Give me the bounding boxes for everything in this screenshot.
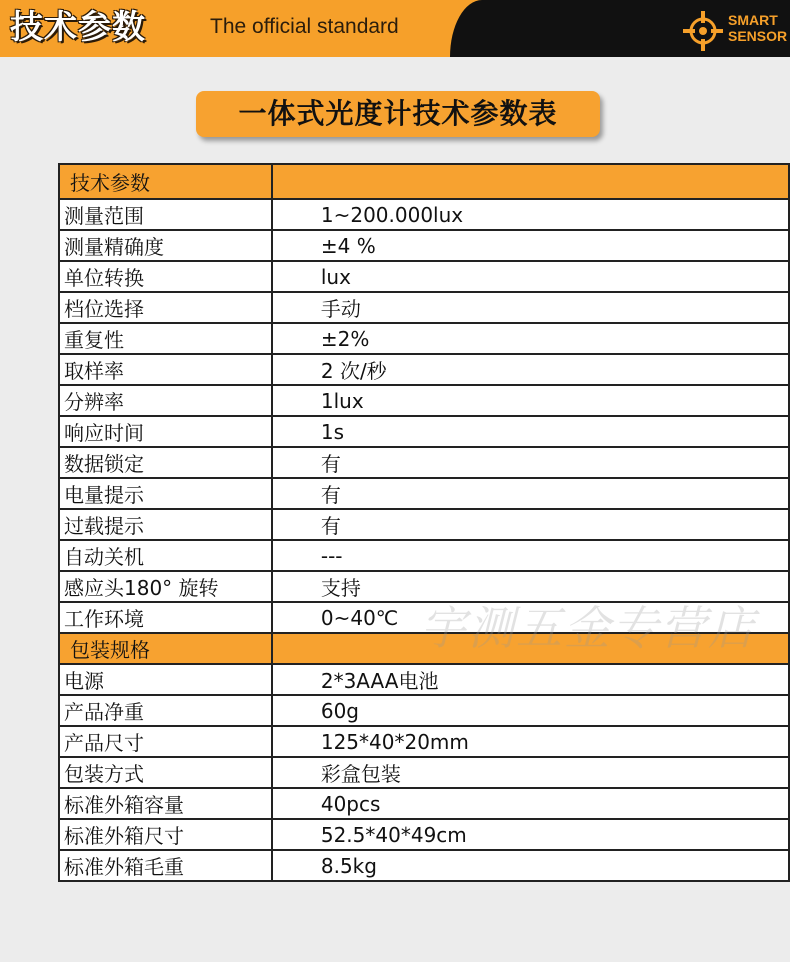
table-row bbox=[59, 478, 789, 509]
watermark: 宇测五金专营店 bbox=[420, 601, 756, 655]
spec-value: 支持 bbox=[272, 571, 789, 602]
table-row bbox=[59, 850, 789, 881]
spec-label: 测量精确度 bbox=[59, 230, 272, 261]
spec-value: ±2% bbox=[272, 323, 789, 354]
header-subtitle: The official standard bbox=[210, 15, 399, 38]
spec-label: 单位转换 bbox=[59, 261, 272, 292]
table-row bbox=[59, 695, 789, 726]
table-row bbox=[59, 509, 789, 540]
section-header-row bbox=[59, 164, 789, 199]
table-row bbox=[59, 416, 789, 447]
spec-label: 感应头180° 旋转 bbox=[59, 571, 272, 602]
spec-label: 标准外箱毛重 bbox=[59, 850, 272, 881]
spec-value: 8.5kg bbox=[272, 850, 789, 881]
header-title: 技术参数 bbox=[10, 7, 146, 46]
header-band bbox=[0, 0, 790, 57]
spec-value: 有 bbox=[272, 478, 789, 509]
spec-label: 测量范围 bbox=[59, 199, 272, 230]
section-header-row bbox=[59, 633, 789, 664]
spec-value: 125*40*20mm bbox=[272, 726, 789, 757]
spec-label: 产品尺寸 bbox=[59, 726, 272, 757]
spec-value: 彩盒包装 bbox=[272, 757, 789, 788]
spec-label: 取样率 bbox=[59, 354, 272, 385]
spec-label: 电量提示 bbox=[59, 478, 272, 509]
logo-text bbox=[728, 12, 787, 44]
spec-label: 重复性 bbox=[59, 323, 272, 354]
table-row bbox=[59, 261, 789, 292]
table-row bbox=[59, 571, 789, 602]
spec-label: 档位选择 bbox=[59, 292, 272, 323]
crosshair-logo-icon bbox=[682, 10, 724, 52]
spec-value: 1~200.000lux bbox=[272, 199, 789, 230]
spec-label: 包装方式 bbox=[59, 757, 272, 788]
table-row bbox=[59, 230, 789, 261]
section-header-label: 技术参数 bbox=[59, 164, 272, 199]
table-row bbox=[59, 292, 789, 323]
table-row bbox=[59, 664, 789, 695]
spec-label: 标准外箱尺寸 bbox=[59, 819, 272, 850]
spec-label: 产品净重 bbox=[59, 695, 272, 726]
spec-value: 1s bbox=[272, 416, 789, 447]
spec-label: 数据锁定 bbox=[59, 447, 272, 478]
spec-label: 响应时间 bbox=[59, 416, 272, 447]
section-header-blank bbox=[272, 164, 789, 199]
table-row bbox=[59, 354, 789, 385]
spec-value: --- bbox=[272, 540, 789, 571]
table-row bbox=[59, 199, 789, 230]
spec-value: ±4 % bbox=[272, 230, 789, 261]
spec-value: 2*3AAA电池 bbox=[272, 664, 789, 695]
table-row bbox=[59, 757, 789, 788]
table-row bbox=[59, 385, 789, 416]
table-title-banner bbox=[196, 91, 600, 137]
spec-table bbox=[58, 163, 790, 882]
spec-value: 有 bbox=[272, 447, 789, 478]
spec-value: 52.5*40*49cm bbox=[272, 819, 789, 850]
logo-text-line2: SENSOR bbox=[728, 28, 788, 44]
table-row bbox=[59, 726, 789, 757]
table-row bbox=[59, 788, 789, 819]
table-title: 一体式光度计技术参数表 bbox=[238, 97, 558, 130]
spec-value: 1lux bbox=[272, 385, 789, 416]
spec-label: 标准外箱容量 bbox=[59, 788, 272, 819]
spec-value: 有 bbox=[272, 509, 789, 540]
spec-label: 自动关机 bbox=[59, 540, 272, 571]
spec-value: 2 次/秒 bbox=[272, 354, 789, 385]
spec-label: 电源 bbox=[59, 664, 272, 695]
logo-text-line1: SMART bbox=[728, 12, 778, 28]
table-row bbox=[59, 447, 789, 478]
spec-value: 40pcs bbox=[272, 788, 789, 819]
table-row bbox=[59, 540, 789, 571]
section-header-blank bbox=[272, 633, 789, 664]
spec-value: 手动 bbox=[272, 292, 789, 323]
spec-label: 工作环境 bbox=[59, 602, 272, 633]
spec-value: 60g bbox=[272, 695, 789, 726]
spec-value: 0~40℃ bbox=[272, 602, 789, 633]
table-row bbox=[59, 323, 789, 354]
spec-label: 过载提示 bbox=[59, 509, 272, 540]
table-row bbox=[59, 819, 789, 850]
section-header-label: 包装规格 bbox=[59, 633, 272, 664]
spec-label: 分辨率 bbox=[59, 385, 272, 416]
spec-value: lux bbox=[272, 261, 789, 292]
table-row bbox=[59, 602, 789, 633]
